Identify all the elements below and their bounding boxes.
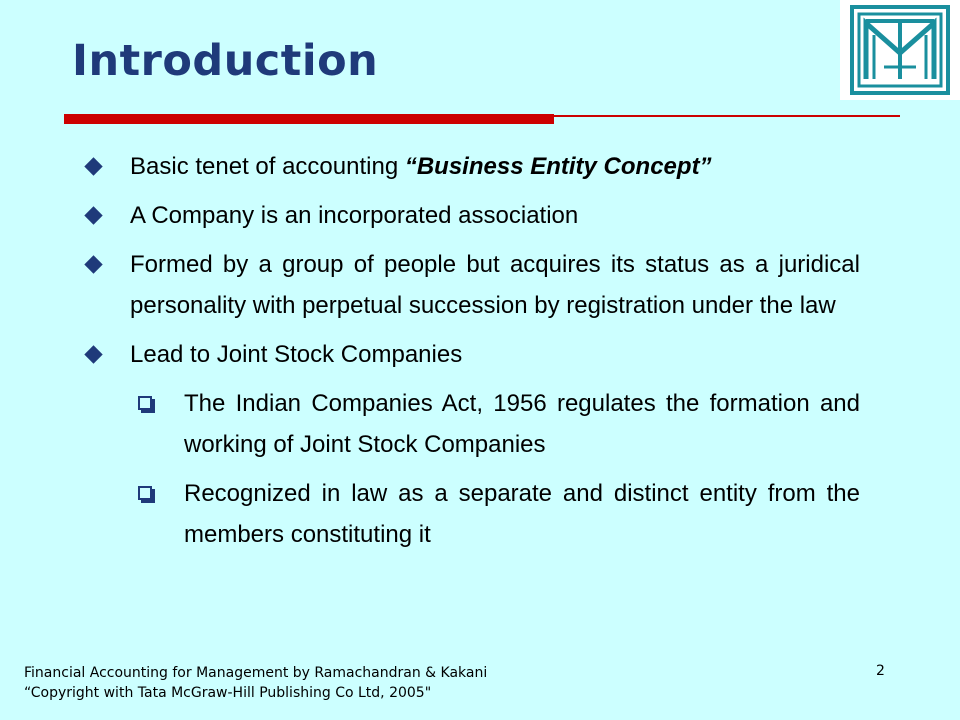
bullet-item [84,334,860,375]
footer-credit [24,663,487,703]
sub-bullet-item [138,473,860,555]
square-bullet-icon [138,383,158,424]
title-underline-thin [554,115,900,117]
diamond-bullet-icon [84,195,104,236]
bullet-text: Lead to Joint Stock Companies [130,341,463,368]
slide-title: Introduction [72,36,379,86]
diamond-bullet-icon [84,334,104,375]
bullet-item [84,244,860,326]
diamond-bullet-icon [84,244,104,285]
slide-body [84,146,860,563]
bullet-text: Basic tenet of accounting [130,153,405,180]
sub-bullet-text: The Indian Companies Act, 1956 regulates the formation and working of Joint Stock Companies [184,390,860,458]
square-bullet-icon [138,473,158,514]
bullet-emphasis: “Business Entity Concept” [404,153,712,180]
sub-bullet-text: Recognized in law as a separate and distinct entity from the members constituting it [184,480,860,548]
logo-monogram-icon [850,5,950,95]
bullet-text: Formed by a group of people but acquires its status as a juridical personality with perpetual succession by registration under the law [130,251,860,319]
sub-bullet-item [138,383,860,465]
footer-line-2: “Copyright with Tata McGraw-Hill Publishing Co Ltd, 2005" [24,685,432,701]
diamond-bullet-icon [84,146,104,187]
bullet-item [84,195,860,236]
bullet-item [84,146,860,187]
footer-line-1: Financial Accounting for Management by Ramachandran & Kakani [24,665,488,681]
title-underline-thick [64,114,554,124]
publisher-logo [840,0,960,100]
page-number: 2 [876,663,885,679]
bullet-text: A Company is an incorporated association [130,202,579,229]
